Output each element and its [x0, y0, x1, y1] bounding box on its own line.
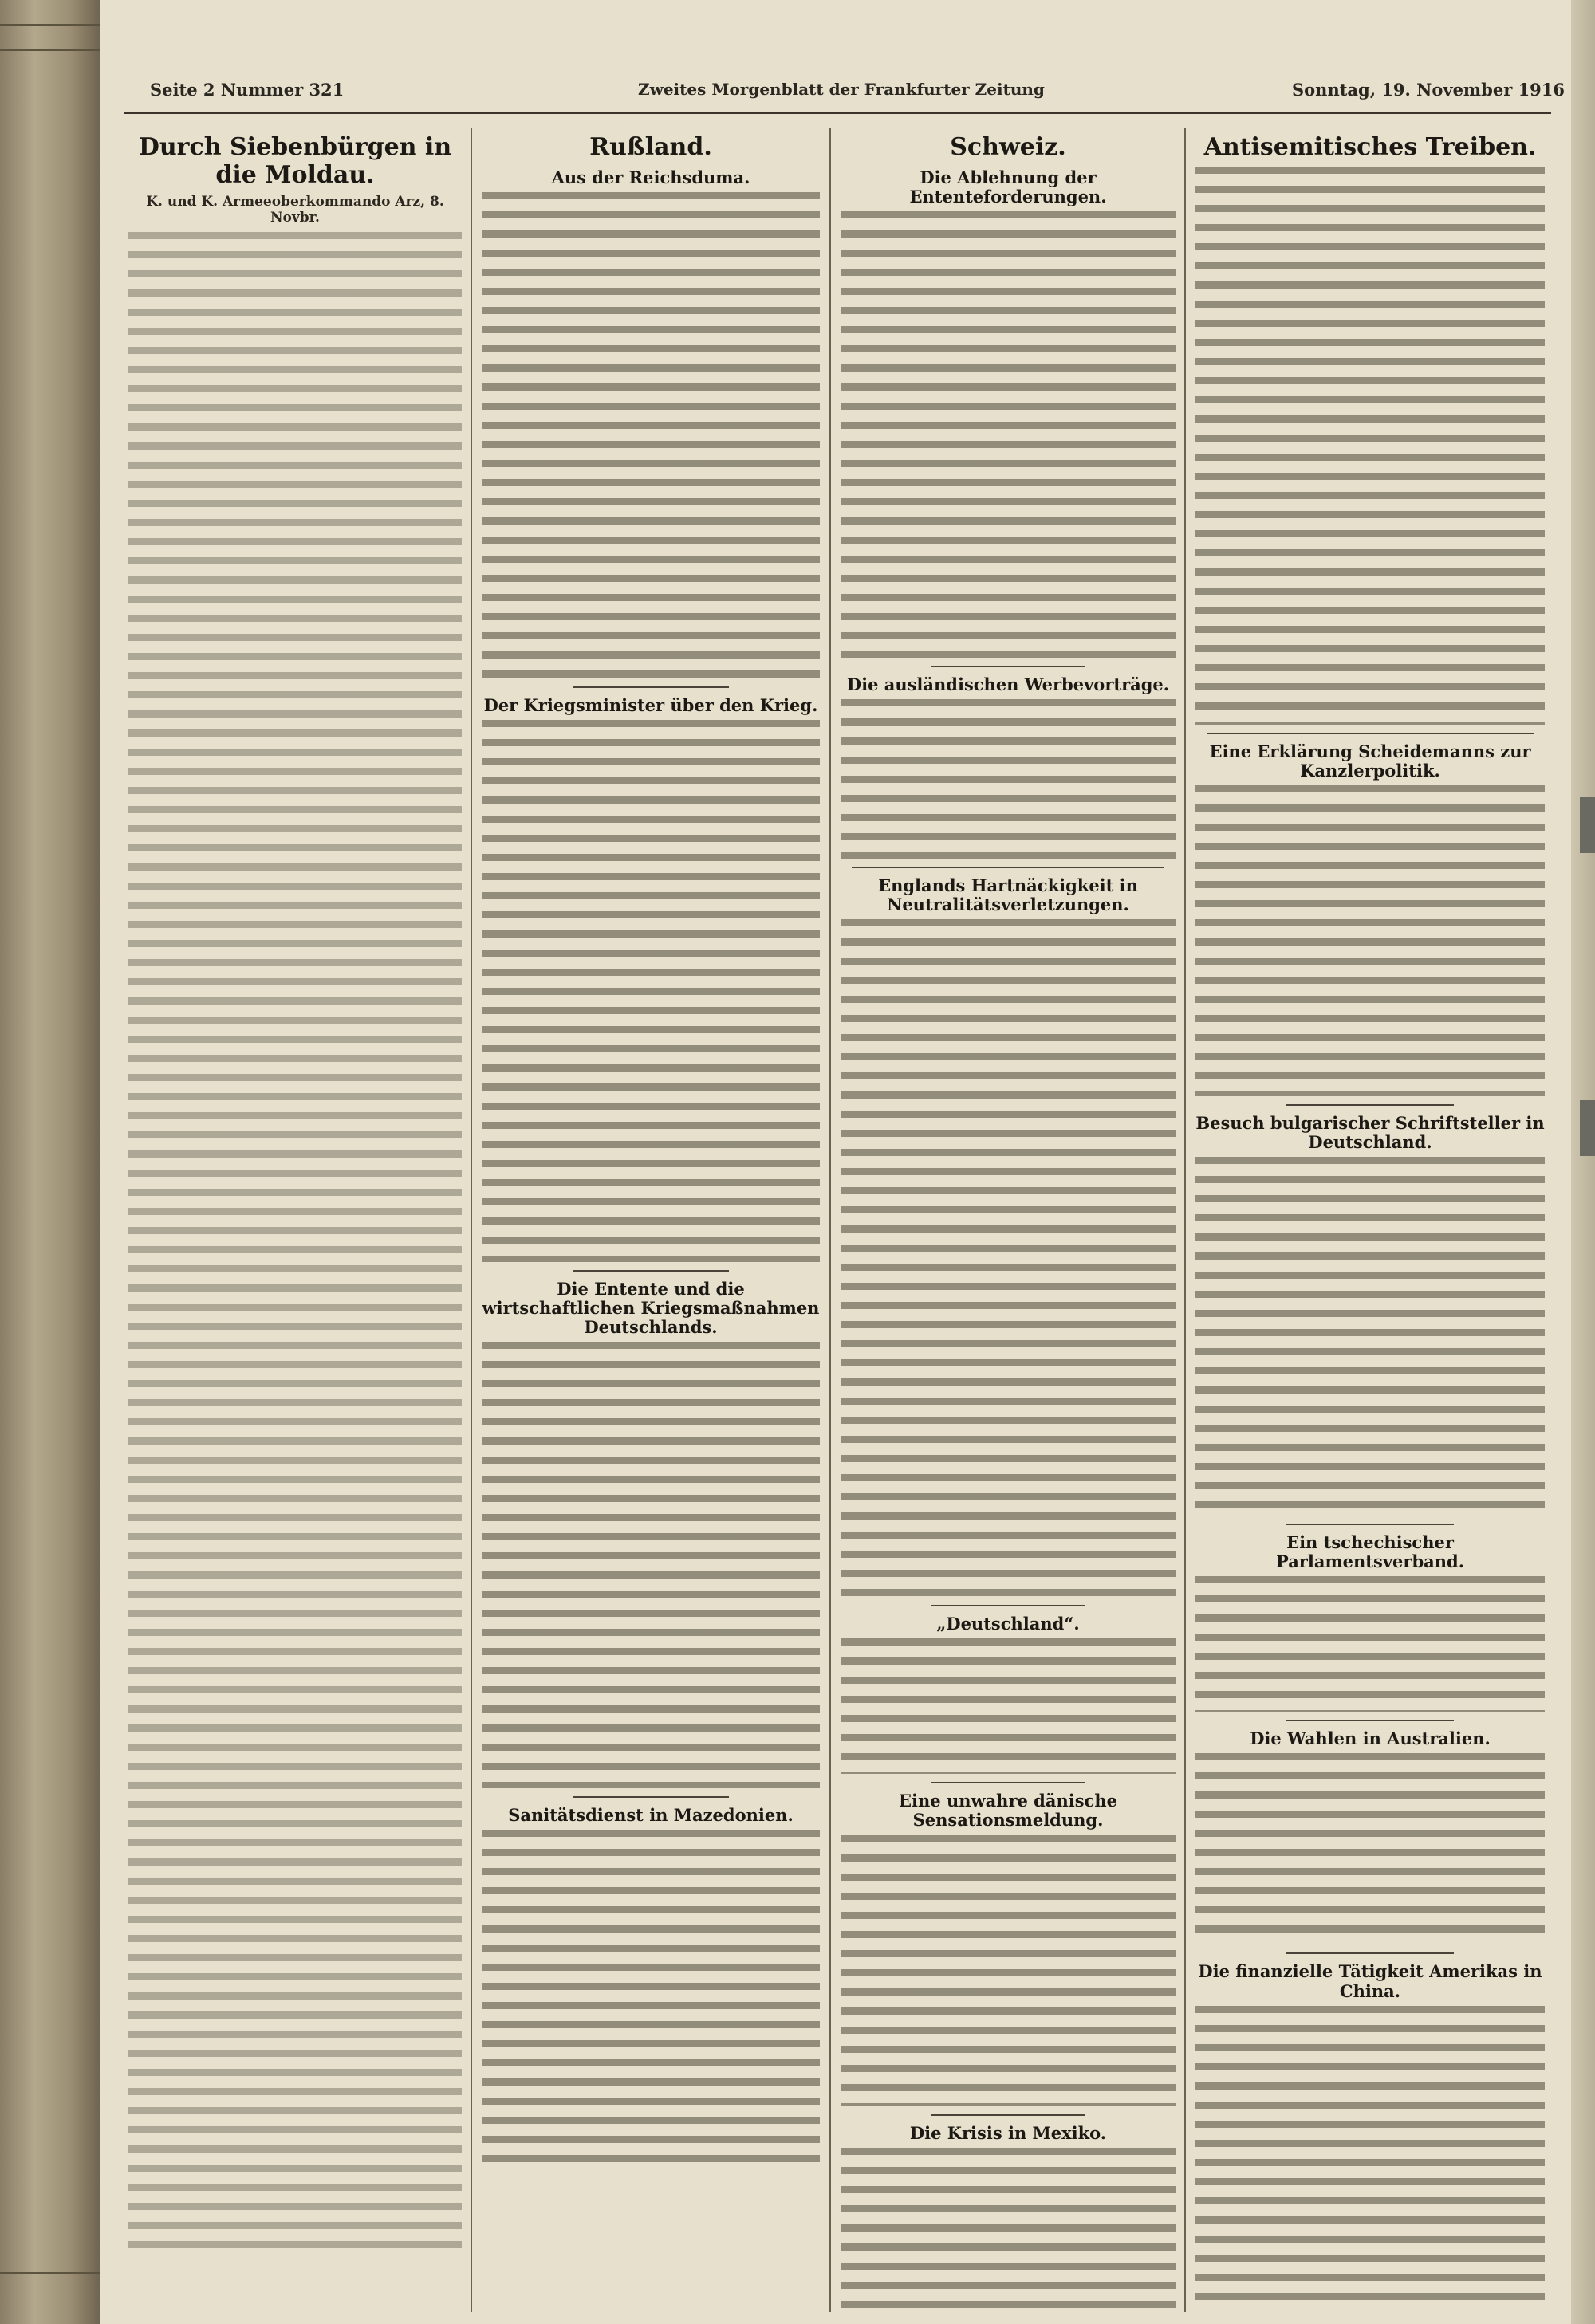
article-subheadline: Englands Hartnäckigkeit in Neutralitätsverletzungen. [878, 875, 1138, 915]
article-subheadline: Eine unwahre dänische Sensationsmeldung. [899, 1791, 1117, 1830]
article-separator [1207, 733, 1534, 734]
book-spine [0, 0, 100, 2324]
article-separator [1286, 1104, 1454, 1106]
article-subheadline: Die finanzielle Tätigkeit Amerikas in China. [1198, 1961, 1542, 2001]
article-body [841, 1835, 1176, 2106]
article-separator [1286, 1952, 1454, 1954]
article-separator [931, 1782, 1085, 1783]
article-separator [1286, 1720, 1454, 1721]
masthead-rule [124, 112, 1551, 114]
article-separator [573, 686, 729, 688]
article-subheadline: Besuch bulgarischer Schriftsteller in Deutschland. [1195, 1112, 1545, 1152]
page-number-label: Seite 2 Nummer 321 [150, 80, 345, 100]
article-body [841, 919, 1176, 1597]
article-separator [852, 867, 1164, 868]
column-divider [471, 128, 472, 2312]
article-body [841, 1638, 1176, 1774]
article-subheadline: „Deutschland“. [936, 1614, 1080, 1634]
article-body [1195, 785, 1545, 1096]
article-body [1195, 167, 1545, 725]
article-body [1195, 1157, 1545, 1516]
issue-date: Sonntag, 19. November 1916 [1292, 80, 1565, 100]
article-body [482, 192, 820, 678]
column-divider [1184, 128, 1186, 2312]
column-3 [836, 128, 1180, 2312]
article-subheadline: Eine Erklärung Scheidemanns zur Kanzlerpolitik. [1209, 741, 1531, 781]
column-2 [477, 128, 825, 2312]
section-headline: Schweiz. [950, 133, 1066, 161]
article-subheadline: Die Ablehnung der Ententeforderungen. [909, 167, 1107, 206]
article-byline: K. und K. Armeeoberkommando Arz, 8. Novbr. [146, 194, 444, 226]
article-separator [573, 1270, 729, 1272]
page-edge [1571, 0, 1595, 2324]
article-body [1195, 2006, 1545, 2301]
article-subheadline: Die ausländischen Werbevorträge. [846, 674, 1170, 694]
column-4 [1191, 128, 1550, 2312]
article-subheadline: Der Kriegsminister über den Krieg. [483, 694, 818, 715]
page-tab-marker [1580, 797, 1595, 853]
article-subheadline: Die Entente und die wirtschaftlichen Kriegsmaßnahmen Deutschlands. [482, 1278, 820, 1338]
article-separator [931, 666, 1085, 667]
article-body [482, 1830, 820, 2165]
article-subheadline: Sanitätsdienst in Mazedonien. [508, 1805, 794, 1826]
article-body [1195, 1576, 1545, 1712]
article-separator [1286, 1524, 1454, 1525]
section-headline: Antisemitisches Treiben. [1203, 133, 1537, 161]
column-divider [829, 128, 831, 2312]
article-body [128, 232, 462, 2257]
article-subheadline: Ein tschechischer Parlamentsverband. [1275, 1532, 1465, 1572]
article-body [1195, 1753, 1545, 1945]
newspaper-title: Zweites Morgenblatt der Frankfurter Zeitung [638, 80, 1045, 99]
article-body [841, 699, 1176, 859]
article-headline: Durch Siebenbürgen in die Moldau. [138, 133, 452, 189]
article-separator [931, 1605, 1085, 1606]
article-body [482, 720, 820, 1262]
article-subheadline: Aus der Reichsduma. [551, 167, 750, 187]
section-headline: Rußland. [589, 133, 712, 161]
page-tab-marker [1580, 1100, 1595, 1156]
article-subheadline: Die Krisis in Mexiko. [909, 2122, 1107, 2143]
article-body [482, 1342, 820, 1788]
article-separator [931, 2114, 1085, 2116]
article-separator [573, 1796, 729, 1798]
article-body [841, 211, 1176, 658]
article-body [841, 2148, 1176, 2312]
column-1 [124, 128, 467, 2312]
article-subheadline: Die Wahlen in Australien. [1250, 1728, 1491, 1749]
